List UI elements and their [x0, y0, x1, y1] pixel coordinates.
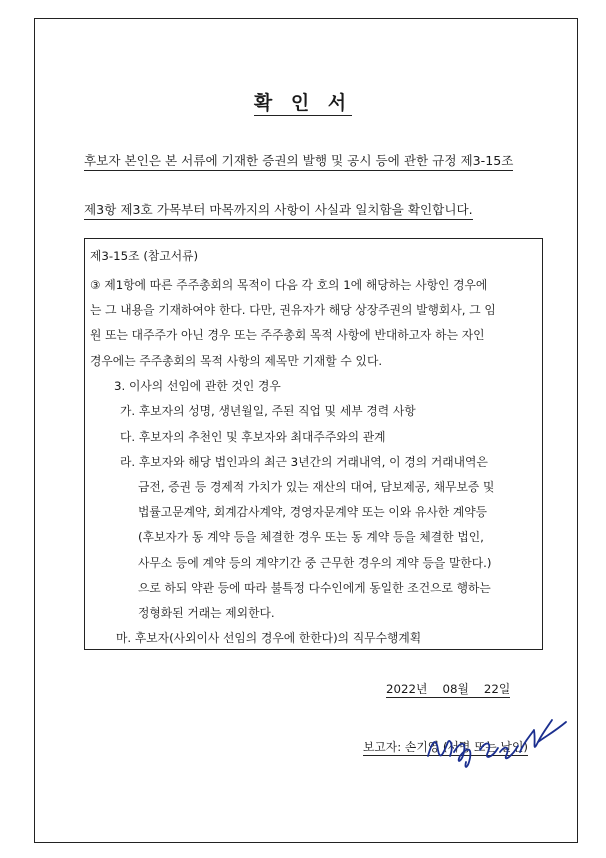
document-date: 2022년 08월 22일 — [386, 682, 511, 696]
document-title: 확 인 서 — [253, 92, 353, 114]
intro-line-1: 후보자 본인은 본 서류에 기재한 증권의 발행 및 공시 등에 관한 규정 제3-15조 — [84, 150, 513, 169]
reference-sub-ra-line: 법률고문계약, 회계감사계약, 경영자문계약 또는 이와 유사한 계약등 — [138, 505, 488, 519]
reference-sub-ra-line: (후보자가 동 계약 등을 체결한 경우 또는 동 계약 등을 체결한 법인, — [138, 530, 484, 544]
date-day: 22 — [483, 682, 499, 696]
reporter-sign-note: (서명 또는 날인) — [439, 740, 528, 754]
reporter-name: 손기영 — [404, 740, 440, 754]
reference-item-3: 3. 이사의 선임에 관한 것인 경우 — [114, 379, 281, 393]
reference-sub-ma: 마. 후보자(사외이사 선임의 경우에 한한다)의 직무수행계획 — [116, 631, 422, 645]
reference-paragraph-line: ③ 제1항에 따른 주주총회의 목적이 다음 각 호의 1에 해당하는 사항인 경우에 — [90, 278, 488, 292]
reference-sub-ra-line: 금전, 증권 등 경제적 가치가 있는 재산의 대여, 담보제공, 채무보증 및 — [138, 480, 495, 494]
reference-sub-da: 다. 후보자의 추천인 및 후보자와 최대주주와의 관계 — [120, 430, 386, 444]
date-year: 2022 — [386, 682, 417, 696]
reference-sub-ra-line: 사무소 등에 계약 등의 계약기간 중 근무한 경우의 계약 등을 말한다.) — [138, 556, 492, 570]
reference-heading: 제3-15조 (참고서류) — [90, 249, 199, 263]
reporter-label: 보고자: — [363, 740, 405, 754]
reference-paragraph-line: 경우에는 주주총회의 목적 사항의 제목만 기재할 수 있다. — [90, 354, 383, 368]
reference-sub-ra-line: 정형화된 거래는 제외한다. — [138, 606, 275, 620]
reference-paragraph-line: 는 그 내용을 기재하여야 한다. 다만, 권유자가 해당 상장주권의 발행회사, 그 임 — [90, 303, 496, 317]
reference-paragraph-line: 원 또는 대주주가 아닌 경우 또는 주주총회 목적 사항에 반대하고자 하는 자인 — [90, 328, 485, 342]
handwritten-signature — [420, 712, 572, 772]
reference-sub-ra-line: 라. 후보자와 해당 법인과의 최근 3년간의 거래내역, 이 경의 거래내역은 — [120, 455, 488, 469]
reference-sub-ga: 가. 후보자의 성명, 생년월일, 주된 직업 및 세부 경력 사항 — [120, 404, 416, 418]
date-month: 08 — [442, 682, 458, 696]
intro-line-2: 제3항 제3호 가목부터 마목까지의 사항이 사실과 일치함을 확인합니다. — [84, 199, 473, 218]
reference-sub-ra-line: 으로 하되 약관 등에 따라 불특정 다수인에게 동일한 조건으로 행하는 — [138, 581, 491, 595]
